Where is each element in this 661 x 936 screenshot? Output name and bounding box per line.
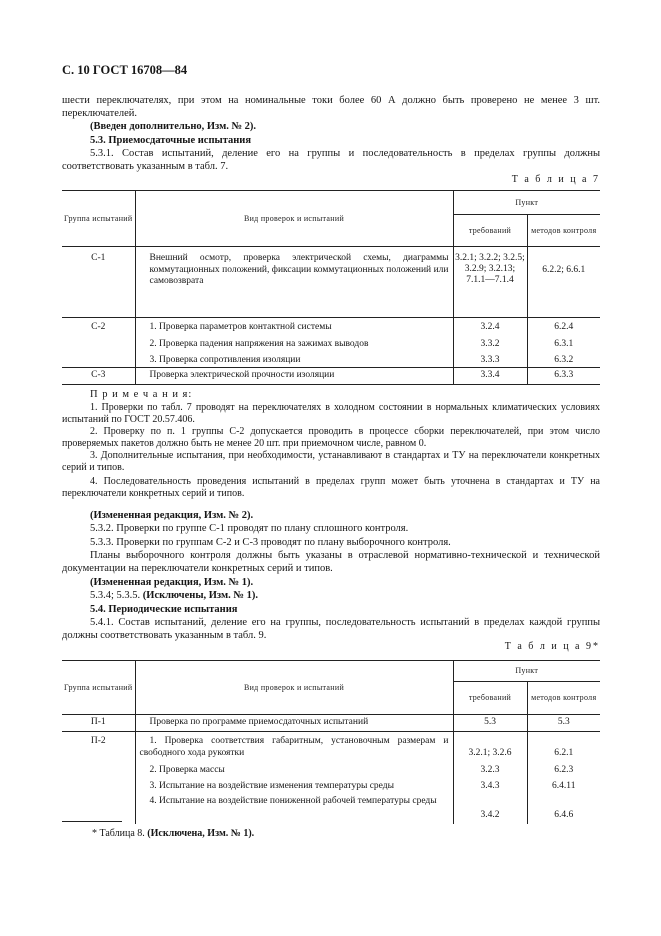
footnote-excluded: (Исключена, Изм. № 1). [147, 828, 255, 839]
table-row [62, 247, 600, 318]
amendment-note: (Введен дополнительно, Изм. № 2). [90, 121, 257, 132]
table-row [62, 368, 600, 385]
table-9 [62, 660, 600, 824]
req-cell: 3.2.1; 3.2.6 [453, 732, 527, 762]
footnote-text: * Таблица 8. [92, 828, 145, 839]
intro-continuation: шести переключателях, при этом на номинальные токи более 60 А должно быть проверено не менее 3 шт. переключателей. [62, 95, 600, 119]
req-cell: 5.3 [453, 715, 527, 732]
table7-head-methods: методов контроля [527, 215, 600, 247]
method-cell: 6.2.3 [527, 762, 600, 778]
desc-cell: 3. Испытание на воздействие изменения температуры среды [135, 778, 453, 794]
req-cell: 3.3.3 [453, 352, 527, 368]
table7-head-point: Пункт [453, 191, 600, 215]
table-row [62, 794, 600, 824]
table-row [62, 732, 600, 762]
table9-head-point: Пункт [453, 661, 600, 682]
clause-numbers: 5.3.4; 5.3.5. [90, 590, 141, 601]
table-row [62, 318, 600, 336]
footnote [92, 828, 254, 839]
table7-head-group: Группа испытаний [62, 191, 135, 247]
group-cell [62, 778, 135, 794]
desc-cell: 4. Испытание на воздействие пониженной рабочей температуры среды [135, 794, 453, 824]
method-cell: 6.4.11 [527, 778, 600, 794]
table9-head-group: Группа испытаний [62, 661, 135, 715]
method-cell: 6.2.4 [527, 318, 600, 336]
table-row [62, 778, 600, 794]
amendment-note: (Измененная редакция, Изм. № 2). [90, 510, 254, 521]
method-cell: 6.4.6 [527, 794, 600, 824]
req-cell: 3.3.2 [453, 336, 527, 352]
table7-caption: Т а б л и ц а 7 [511, 174, 600, 185]
section-heading-5-4: 5.4. Периодические испытания [90, 604, 238, 615]
clause-5-3-3: 5.3.3. Проверки по группам С-2 и С-3 проводят по плану выборочного контроля. [90, 537, 451, 548]
table-row [62, 715, 600, 732]
clause-5-3-1: 5.3.1. Состав испытаний, деление его на группы и последовательность в пределах группы должны соответствовать указанным в табл. 7. [62, 148, 600, 172]
group-cell: С-1 [62, 247, 135, 318]
notes-title: П р и м е ч а н и я: [90, 389, 193, 400]
clause-5-3-4-5 [62, 589, 600, 602]
clause-5-3-2: 5.3.2. Проверки по группе С-1 проводят по плану сплошного контроля. [90, 523, 409, 534]
group-cell: С-3 [62, 368, 135, 385]
method-cell: 6.2.1 [527, 732, 600, 762]
group-cell: П-2 [90, 736, 106, 746]
desc-cell: 1. Проверка параметров контактной системы [135, 318, 453, 336]
group-cell: С-2 [91, 322, 106, 332]
method-cell: 6.3.3 [527, 368, 600, 385]
req-cell: 3.2.3 [453, 762, 527, 778]
group-cell [62, 352, 135, 368]
group-cell [62, 762, 135, 778]
desc-cell: 2. Проверка падения напряжения на зажимах выводов [135, 336, 453, 352]
group-cell: П-1 [62, 715, 135, 732]
req-cell: 3.4.2 [453, 794, 527, 824]
section-heading-5-3: 5.3. Приемосдаточные испытания [90, 135, 252, 146]
table7-head-kind: Вид проверок и испытаний [135, 191, 453, 247]
note-2: 2. Проверку по п. 1 группы С-2 допускается проводить в процессе сборки переключателей, при этом число проверяемых пакетов должно быть не менее 20 шт. при приемочном числе, равном 0. [62, 426, 600, 449]
req-cell: 3.4.3 [453, 778, 527, 794]
desc-cell: 1. Проверка соответствия габаритным, установочным размерам и свободного хода рукоятки [135, 732, 453, 762]
group-cell [62, 336, 135, 352]
table-7 [62, 190, 600, 385]
page-header: С. 10 ГОСТ 16708—84 [62, 63, 188, 77]
desc-cell: Проверка по программе приемосдаточных испытаний [135, 715, 453, 732]
footnote-rule [62, 821, 122, 822]
note-1: 1. Проверки по табл. 7 проводят на переключателях в холодном состоянии в нормальных климатических условиях испытаний по ГОСТ 20.57.406. [62, 402, 600, 425]
method-cell: 6.3.1 [527, 336, 600, 352]
method-cell: 6.3.2 [527, 352, 600, 368]
req-cell: 3.3.4 [453, 368, 527, 385]
desc-cell: Проверка электрической прочности изоляции [135, 368, 453, 385]
table-row [62, 762, 600, 778]
method-cell: 6.2.2; 6.6.1 [527, 247, 600, 318]
note-3: 3. Дополнительные испытания, при необходимости, устанавливают в стандартах и ТУ на переключатели конкретных серий и типов. [62, 450, 600, 473]
method-cell: 5.3 [527, 715, 600, 732]
group-cell [62, 794, 135, 824]
desc-cell: 2. Проверка массы [135, 762, 453, 778]
table-row [62, 352, 600, 368]
table9-head-methods: методов контроля [527, 682, 600, 715]
amendment-note: (Измененная редакция, Изм. № 1). [90, 577, 254, 588]
note-4: 4. Последовательность проведения испытаний в пределах групп может быть уточнена в стандартах и ТУ на переключатели конкретных серий и типов. [62, 476, 600, 499]
table9-caption: Т а б л и ц а 9* [504, 641, 600, 652]
sampling-plans-paragraph: Планы выборочного контроля должны быть указаны в отраслевой нормативно-технической и технической документации на переключатели конкретных серий и типов. [62, 550, 600, 574]
clause-5-4-1: 5.4.1. Состав испытаний, деление его на группы, последовательность испытаний в пределах каждой группы должны соответствовать указанным в табл. 9. [62, 617, 600, 641]
desc-cell: 3. Проверка сопротивления изоляции [135, 352, 453, 368]
table9-head-kind: Вид проверок и испытаний [135, 661, 453, 715]
excluded-note: (Исключены, Изм. № 1). [142, 590, 258, 601]
req-cell: 3.2.1; 3.2.2; 3.2.5; 3.2.9; 3.2.13; 7.1.1—7.1.4 [453, 247, 527, 318]
req-cell: 3.2.4 [453, 318, 527, 336]
table9-head-req: требований [453, 682, 527, 715]
table-row [62, 336, 600, 352]
table7-head-req: требований [453, 215, 527, 247]
desc-cell: Внешний осмотр, проверка электрической схемы, диаграммы коммутационных положений, фиксации коммутационных положений или самовозврата [135, 247, 453, 318]
